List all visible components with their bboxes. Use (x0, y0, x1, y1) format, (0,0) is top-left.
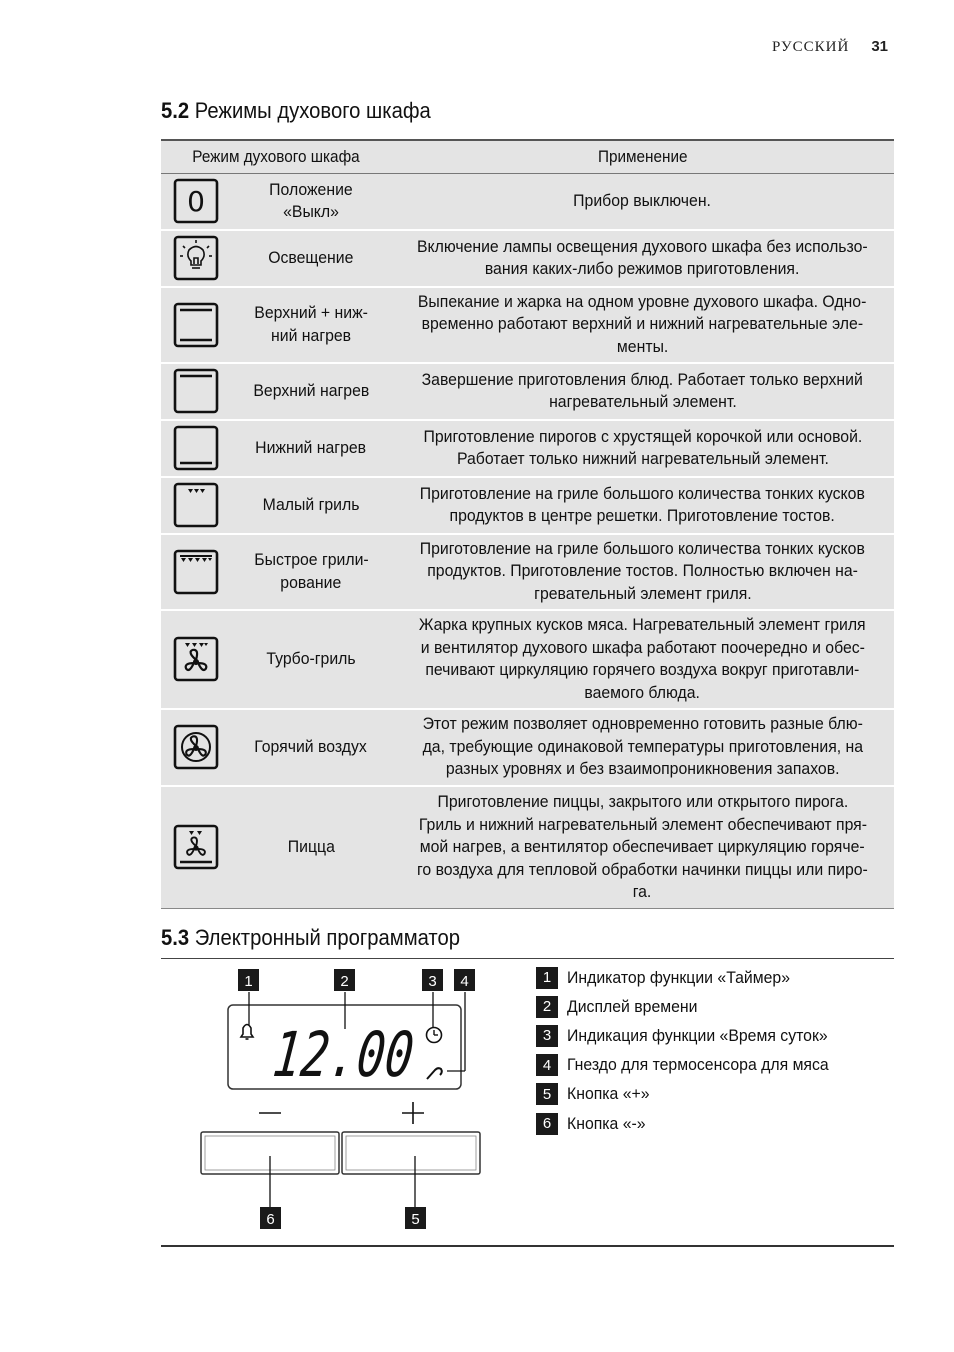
section-title: Режимы духового шкафа (194, 98, 431, 123)
legend-item (536, 1080, 848, 1109)
callout-4 (454, 969, 475, 991)
table-row (161, 230, 894, 287)
table-row (161, 610, 894, 709)
svg-text:0: 0 (187, 185, 205, 219)
mode-name: Турбо-гриль (231, 610, 391, 709)
mode-description: Включение лампы освещения духового шкафа без использо- вания каких-либо режимов приготовления. (391, 230, 894, 287)
legend-item (536, 1021, 848, 1050)
legend-item (536, 992, 848, 1021)
mode-name: Верхний + ниж- ний нагрев (231, 287, 391, 363)
table-row (161, 287, 894, 363)
column-header-use: Применение (391, 140, 894, 174)
bottom-rule (161, 1245, 894, 1247)
mode-description: Приготовление пирогов с хрустящей корочкой или основой. Работает только нижний нагревательный элемент. (391, 420, 894, 477)
plus-symbol-icon (402, 1102, 424, 1124)
legend-text: Кнопка «-» (567, 1113, 646, 1133)
table-row (161, 786, 894, 909)
svg-text:6: 6 (266, 1211, 275, 1228)
svg-text:4: 4 (460, 973, 469, 990)
programmer-diagram (195, 963, 495, 1238)
table-row (161, 534, 894, 610)
table-row (161, 420, 894, 477)
mode-description: Приготовление на гриле большого количества тонких кусков продуктов. Приготовление тостов. Полностью включен на- гревательный элемент гриля. (391, 534, 894, 610)
svg-text:1: 1 (244, 973, 253, 990)
page-number: 31 (871, 38, 888, 55)
bottom-heat-icon (161, 420, 231, 477)
legend-number: 1 (536, 967, 558, 989)
svg-text:2: 2 (340, 973, 349, 990)
top-heat-icon (161, 363, 231, 420)
fast-grill-icon (161, 534, 231, 610)
section-divider (161, 958, 894, 959)
legend-item (536, 1109, 848, 1138)
mode-name: Пицца (231, 786, 391, 909)
plus-button (342, 1132, 480, 1174)
mode-name: Освещение (231, 230, 391, 287)
callout-5 (405, 1207, 426, 1229)
section-heading-5-3 (161, 925, 460, 951)
callout-1 (238, 969, 259, 991)
callout-2 (334, 969, 355, 991)
mode-description: Приготовление на гриле большого количества тонких кусков продуктов в центре решетки. Приготовление тостов. (391, 477, 894, 534)
legend-text: Гнездо для термосенсора для мяса (567, 1055, 829, 1075)
table-row (161, 363, 894, 420)
table-row (161, 709, 894, 786)
mode-name: Быстрое грили- рование (231, 534, 391, 610)
mode-description: Прибор выключен. (391, 174, 894, 230)
table-row (161, 477, 894, 534)
svg-text:3: 3 (428, 973, 437, 990)
section-heading-5-2 (161, 98, 431, 124)
legend-number: 4 (536, 1054, 558, 1076)
legend-text: Индикатор функции «Таймер» (567, 967, 791, 987)
section-number: 5.3 (161, 925, 190, 950)
callout-6 (260, 1207, 281, 1229)
section-number: 5.2 (161, 98, 190, 123)
table-header-row (161, 140, 894, 174)
hot-air-fan-icon (161, 709, 231, 786)
svg-text:5: 5 (411, 1211, 420, 1228)
mode-name: Нижний нагрев (231, 420, 391, 477)
time-display: 12.00 (269, 1018, 464, 1091)
mode-name: Горячий воздух (231, 709, 391, 786)
mode-description: Выпекание и жарка на одном уровне духового шкафа. Одно- временно работают верхний и нижний нагревательные эле- менты. (391, 287, 894, 363)
turbo-grill-icon (161, 610, 231, 709)
legend-item (536, 1051, 848, 1080)
legend-text: Дисплей времени (567, 996, 698, 1016)
oven-modes-table (161, 139, 894, 909)
mode-description: Этот режим позволяет одновременно готовить разные блю- да, требующие одинаковой температуры приготовления, на разных уровнях и без взаимопроникновения запахов. (391, 709, 894, 786)
programmer-legend (536, 963, 848, 1138)
language-label: РУССКИЙ (772, 39, 850, 55)
column-header-mode: Режим духового шкафа (161, 140, 391, 174)
mode-description: Приготовление пиццы, закрытого или открытого пирога. Гриль и нижний нагревательный элемент обеспечивают пря- мой нагрев, а вентилятор обеспечивает циркуляцию горяче- го воздуха для тепловой обработки начинки пиццы или пиро- га. (391, 786, 894, 909)
mode-name: Верхний нагрев (231, 363, 391, 420)
mode-description: Жарка крупных кусков мяса. Нагревательный элемент гриля и вентилятор духового шкафа работают поочередно и обес- печивают циркуляцию горячего воздуха вокруг приготавли- ваемого блюда. (391, 610, 894, 709)
table-row (161, 174, 894, 230)
small-grill-icon (161, 477, 231, 534)
running-header (772, 38, 888, 56)
legend-number: 6 (536, 1113, 558, 1135)
mode-description: Завершение приготовления блюд. Работает только верхний нагревательный элемент. (391, 363, 894, 420)
legend-item (536, 963, 848, 992)
off-zero-icon (161, 174, 231, 230)
mode-name: Положение «Выкл» (231, 174, 391, 230)
legend-number: 3 (536, 1025, 558, 1047)
callout-3 (422, 969, 443, 991)
legend-number: 5 (536, 1083, 558, 1105)
oven-light-icon (161, 230, 231, 287)
pizza-icon (161, 786, 231, 909)
mode-name: Малый гриль (231, 477, 391, 534)
section-title: Электронный программатор (194, 925, 460, 950)
top-bottom-heat-icon (161, 287, 231, 363)
legend-number: 2 (536, 996, 558, 1018)
legend-text: Кнопка «+» (567, 1084, 650, 1104)
legend-text: Индикация функции «Время суток» (567, 1025, 828, 1045)
